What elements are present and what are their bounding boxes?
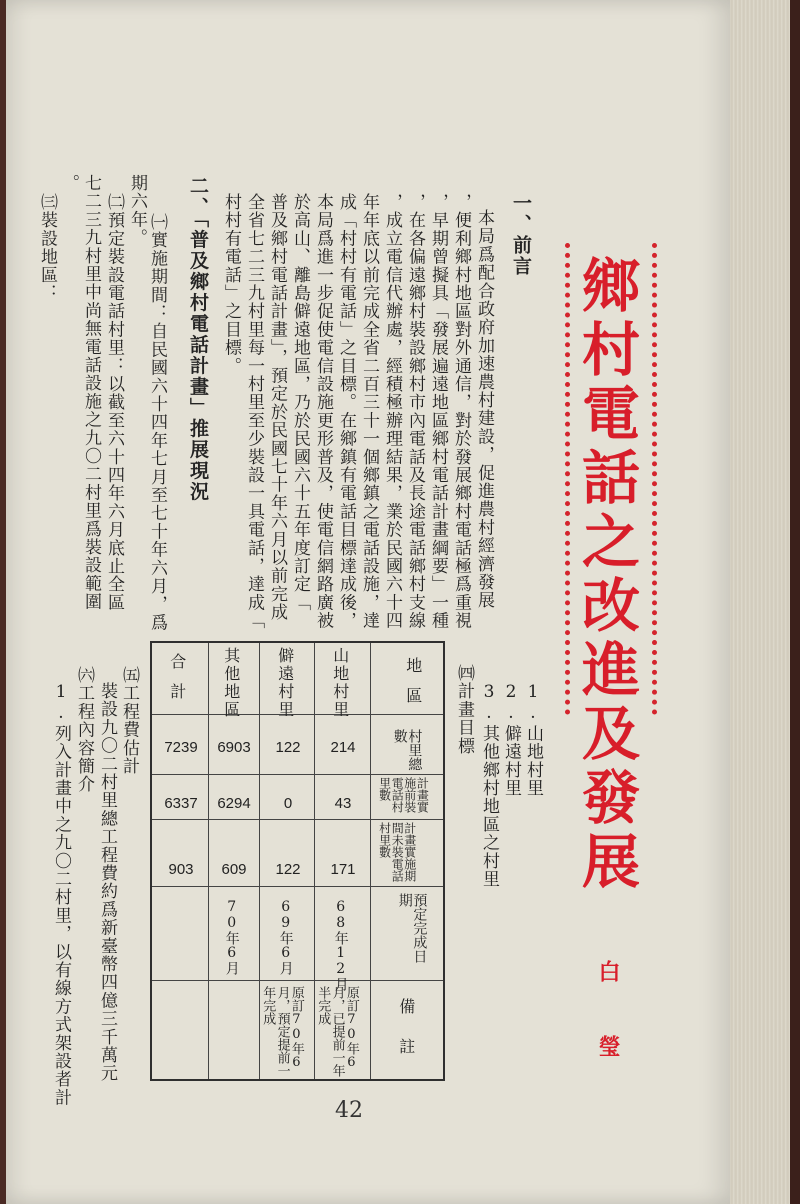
table-header-during: 計畫實施期間未裝電話村里數 bbox=[377, 822, 417, 882]
table-row-remote-before: 0 bbox=[283, 795, 293, 812]
area-item-2: 2.僻遠村里 bbox=[501, 682, 521, 798]
table-row-mountain-during: 171 bbox=[330, 861, 356, 878]
table-row-mountain-before: 43 bbox=[334, 795, 352, 812]
author-name: 白 瑩 bbox=[595, 960, 620, 1071]
table-header-date: 預定完成日期 bbox=[396, 893, 428, 963]
table-row-total-total: 7239 bbox=[164, 739, 198, 756]
table-header-total: 村里總數 bbox=[391, 729, 423, 771]
table-row-mountain-note: 原訂70年6月，已提前一年半完成 bbox=[315, 986, 359, 1077]
table-header-note: 備註 bbox=[396, 998, 416, 1078]
table-row-remote-during: 122 bbox=[275, 861, 301, 878]
section1-line-11: 全省七二三九村里每一村里至少裝設一具電話，達成「 bbox=[244, 193, 264, 630]
table-header-area: 地區 bbox=[403, 657, 423, 717]
table-row-other-area: 其他地區 bbox=[221, 647, 241, 719]
area-item-1: 1.山地村里 bbox=[523, 682, 543, 798]
table-header-before: 計畫實施前裝電話村里數 bbox=[377, 777, 430, 813]
cost-text: 裝設九〇二村里總工程費約爲新臺幣四億三千萬元 bbox=[97, 682, 117, 1083]
section1-line-10: 普及鄉村電話計畫」，預定於民國七十年六月以前完成 bbox=[267, 193, 287, 622]
section1-line-8: 本局爲進一步促使電信設施更形普及，使電信網路廣被 bbox=[313, 193, 333, 630]
area-item-3: 3.其他鄉村地區之村里 bbox=[479, 682, 499, 889]
table-row-total-area: 合計 bbox=[167, 653, 187, 713]
page-number: 42 bbox=[335, 1098, 363, 1123]
section2-line-2: 期六年。 bbox=[127, 174, 147, 247]
table-row-total-during: 903 bbox=[168, 861, 194, 878]
section2-line-1: ㈠實施期間：自民國六十四年七月至七十年六月，爲 bbox=[147, 213, 167, 632]
table-row-other-during: 609 bbox=[221, 861, 247, 878]
table-row-mountain-area: 山地村里 bbox=[330, 647, 350, 719]
section1-line-7: 成「村村有電話」之目標。在鄉鎮有電話目標達成後， bbox=[336, 193, 356, 630]
section1-line-12: 村村有電話」之目標。 bbox=[221, 193, 241, 375]
plan-table bbox=[150, 641, 445, 1081]
section1-line-3: ，早期曾擬具「發展遍遠地區鄉村電話計畫綱要」一種 bbox=[428, 193, 448, 630]
section1-line-9: 於高山、離島僻遠地區，乃於民國六十五年度訂定「 bbox=[290, 193, 310, 612]
content-label: ㈥工程內容簡介 bbox=[74, 666, 94, 794]
table-row-other-before: 6294 bbox=[217, 795, 251, 812]
table-row-other-total: 6903 bbox=[217, 739, 251, 756]
table-row-other-date: 70年6月 bbox=[223, 899, 240, 975]
table-row-total-before: 6337 bbox=[164, 795, 198, 812]
section1-line-1: 本局爲配合政府加速農村建設，促進農村經濟發展 bbox=[474, 209, 494, 610]
article-title: 鄉村電話之改進及發展 bbox=[572, 255, 640, 895]
table-row-mountain-date: 68年12月 bbox=[332, 899, 349, 991]
table-row-remote-note: 原訂70年6月，預定提前一年完成 bbox=[260, 986, 304, 1077]
table-row-remote-date: 69年6月 bbox=[277, 899, 294, 975]
section1-line-6: 年年底以前完成全省二百三十一個鄉鎮之電話設施，達 bbox=[359, 193, 379, 630]
section1-line-2: ，便利鄉村地區對外通信，對於發展鄉村電話極爲重視 bbox=[451, 193, 471, 630]
table-row-remote-area: 僻遠村里 bbox=[275, 647, 295, 719]
section1-line-5: ，成立電信代辦處，經積極辦理結果，業於民國六十四 bbox=[382, 193, 402, 630]
section1-heading: 一、前言 bbox=[510, 193, 532, 277]
cost-label: ㈤工程費估計 bbox=[119, 666, 139, 776]
book-cover-edge bbox=[790, 0, 800, 1204]
section1-line-4: ，在各偏遠鄉村裝設鄉村市內電話及長途電話鄉村支線 bbox=[405, 193, 425, 630]
section2-line-3: ㈡預定裝設電話村里：以截至六十四年六月底止全區 bbox=[104, 193, 124, 612]
goal-label: ㈣計畫目標 bbox=[454, 664, 474, 755]
table-row-remote-total: 122 bbox=[275, 739, 301, 756]
table-row-mountain-total: 214 bbox=[330, 739, 356, 756]
section2-line-5: 。 bbox=[59, 174, 79, 193]
section2-line-4: 七二三九村里中尚無電話設施之九〇二村里爲裝設範圍 bbox=[81, 174, 101, 611]
section2-line-6: ㈢裝設地區： bbox=[37, 193, 57, 303]
content-item: 1.列入計畫中之九〇二村里，以有線方式架設者計 bbox=[51, 682, 71, 1107]
section2-heading: 二、「普及鄉村電話計畫」推展現況 bbox=[187, 176, 209, 503]
